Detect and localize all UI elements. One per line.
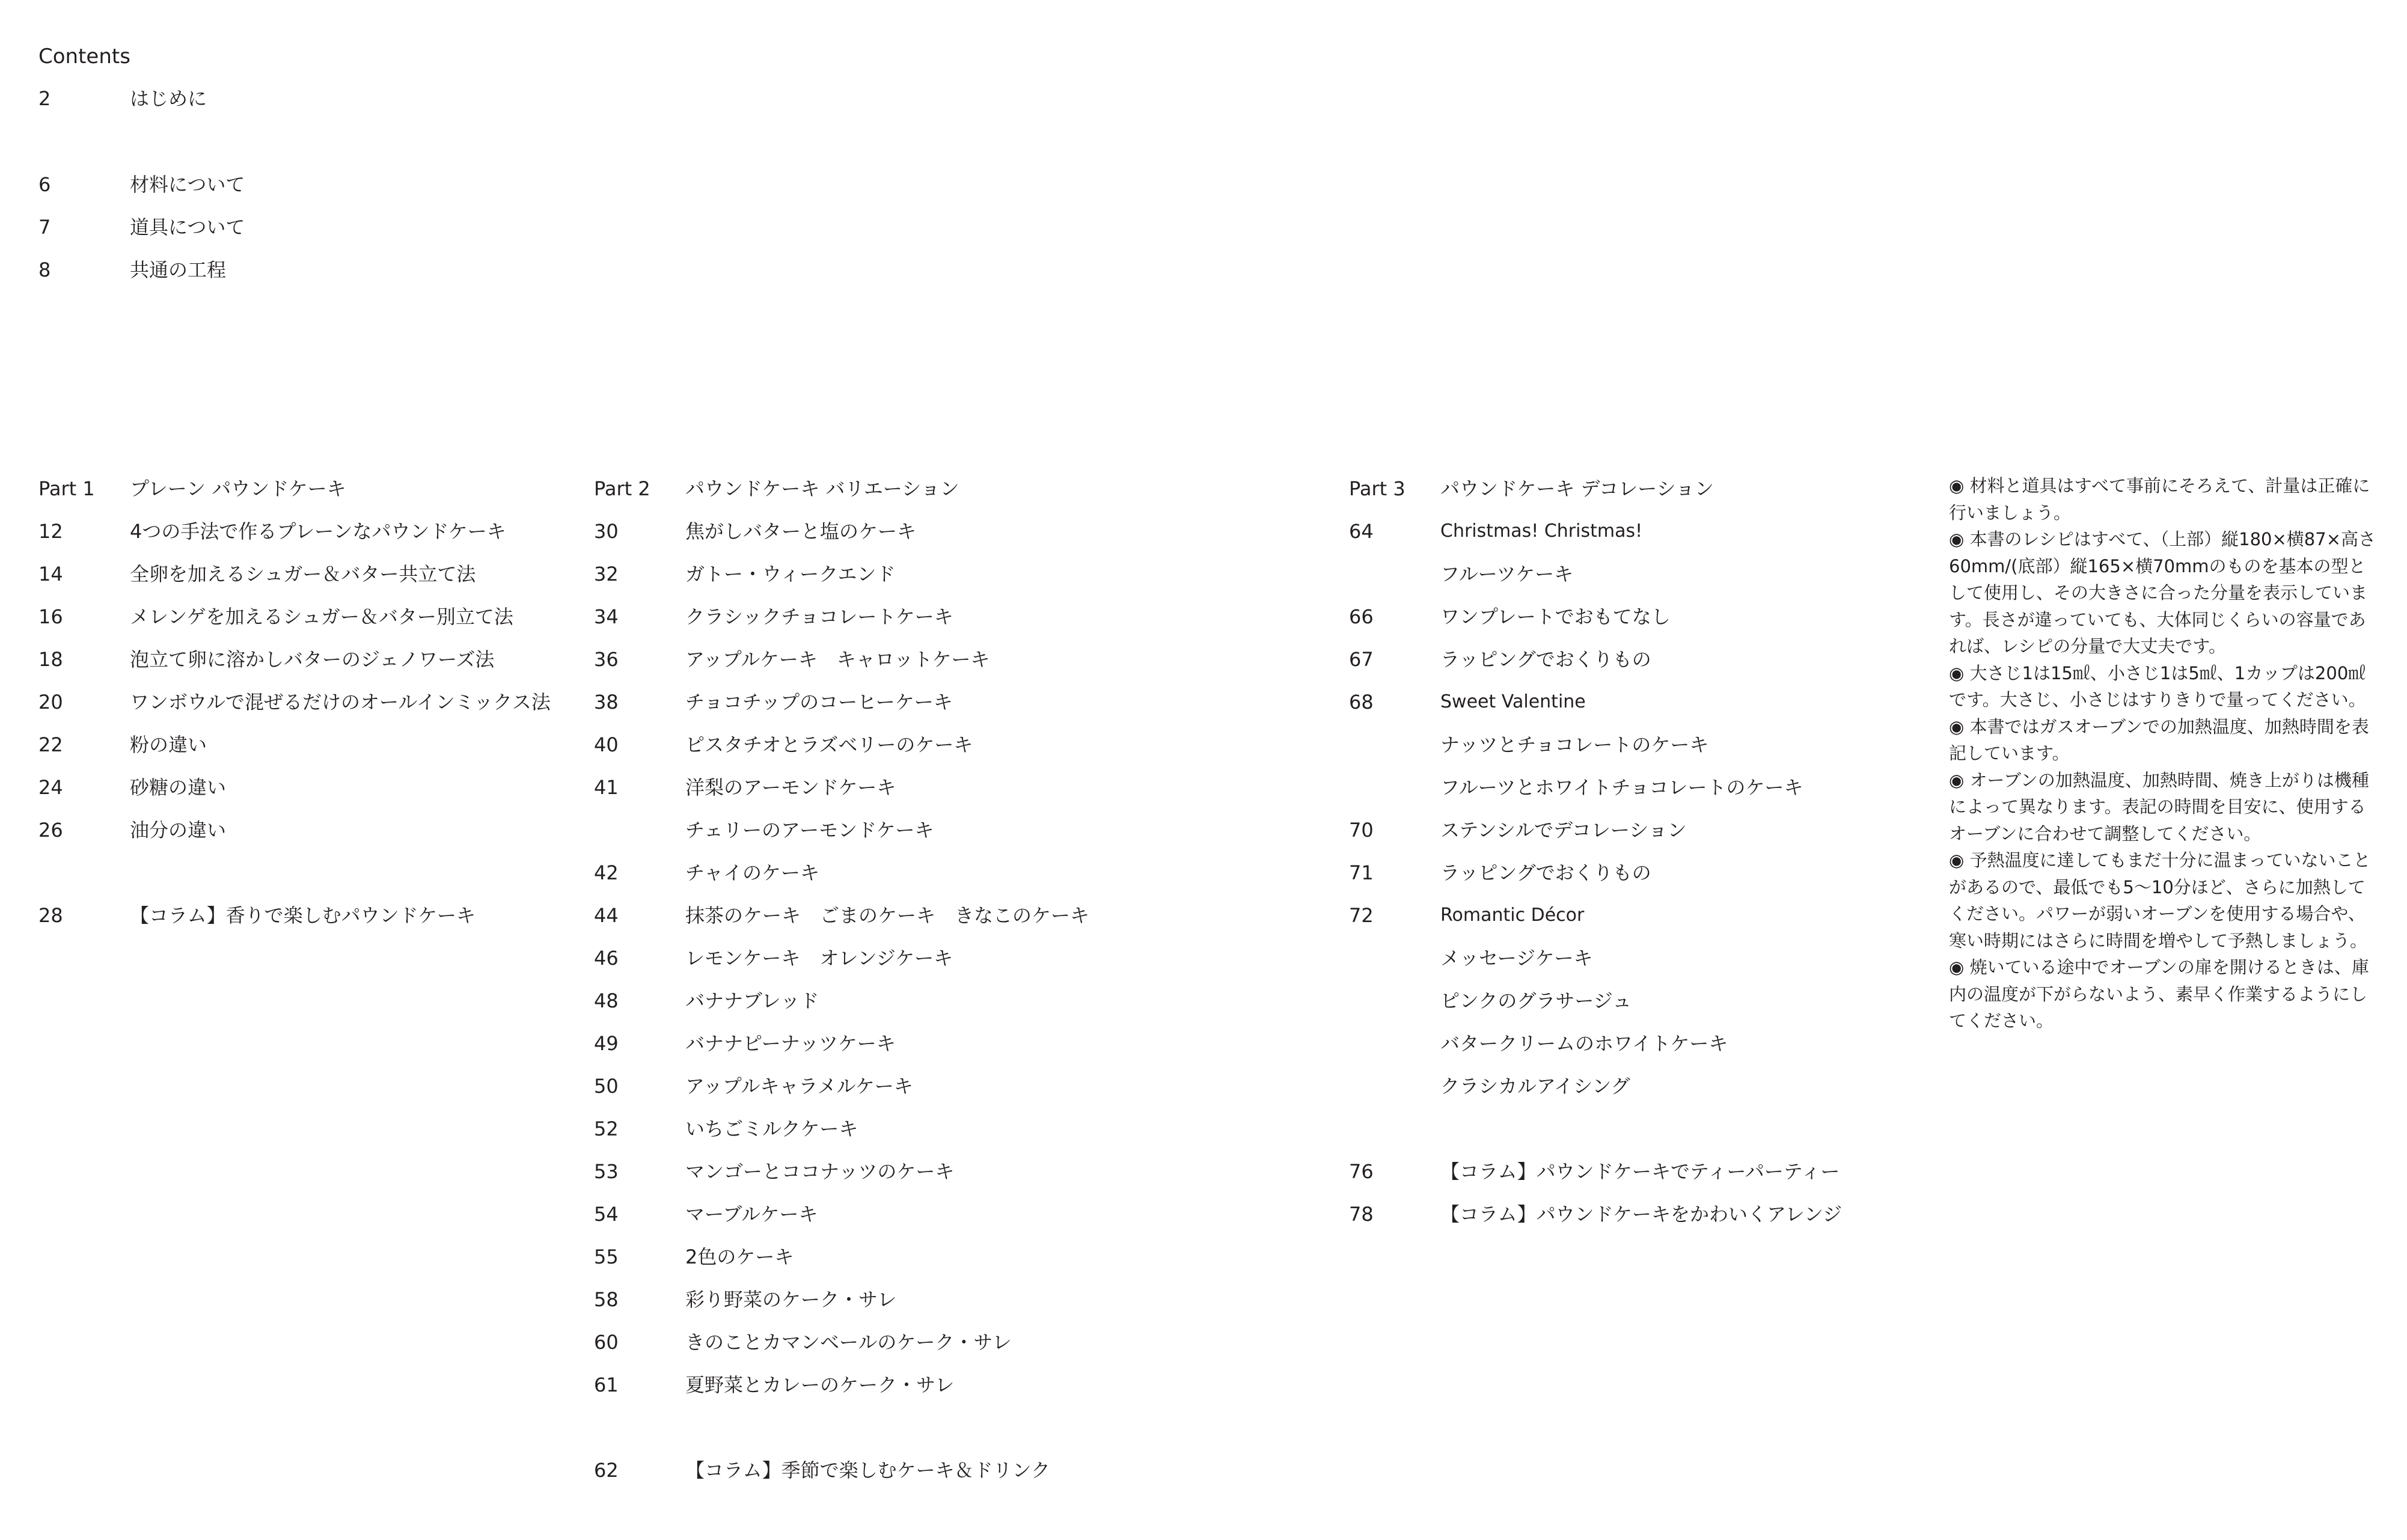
entry-title: 砂糖の違い: [130, 776, 227, 799]
page-number: 68: [1349, 691, 1374, 713]
entry-title: 4つの手法で作るプレーンなパウンドケーキ: [130, 520, 506, 543]
entry-title: ナッツとチョコレートのケーキ: [1440, 733, 1709, 756]
page-number: 6: [38, 173, 51, 196]
entry-title: バナナピーナッツケーキ: [685, 1032, 896, 1055]
entry-title: ラッピングでおくりもの: [1440, 648, 1651, 671]
page-number: 58: [594, 1288, 619, 1311]
entry-title: Christmas! Christmas!: [1440, 521, 1643, 542]
entry-title: 彩り野菜のケーク・サレ: [685, 1288, 897, 1311]
note-item: ◉ 予熱温度に達してもまだ十分に温まっていないことがあるので、最低でも5〜10分ほど、さらに加熱してください。パワーが弱いオーブンを使用する場合や、寒い時期にはさらに時間を増やして予熱しましょう。: [1949, 850, 2371, 951]
page-number: 2: [38, 87, 51, 110]
page-number: 64: [1349, 520, 1374, 543]
page-number: 53: [594, 1160, 619, 1183]
page-number: 16: [38, 605, 63, 628]
entry-title: 【コラム】香りで楽しむパウンドケーキ: [130, 904, 476, 927]
page-number: 54: [594, 1203, 619, 1226]
page-number: 14: [38, 563, 63, 585]
note-item: ◉ オーブンの加熱温度、加熱時間、焼き上がりは機種によって異なります。表記の時間を目安に、使用するオーブンに合わせて調整してください。: [1949, 769, 2369, 844]
entry-title: アップルキャラメルケーキ: [685, 1075, 913, 1098]
entry-title: 道具について: [130, 216, 245, 239]
entry-title: 洋梨のアーモンドケーキ: [685, 776, 896, 799]
page-number: 66: [1349, 605, 1374, 628]
page-number: 32: [594, 563, 619, 585]
entry-title: 【コラム】パウンドケーキでティーパーティー: [1440, 1160, 1840, 1183]
entry-title: 【コラム】季節で楽しむケーキ＆ドリンク: [685, 1459, 1051, 1482]
entry-title: アップルケーキ キャロットケーキ: [685, 648, 990, 671]
note-item: ◉ 本書ではガスオーブンでの加熱温度、加熱時間を表記しています。: [1949, 716, 2369, 763]
page-number: 78: [1349, 1203, 1374, 1226]
entry-title: ガトー・ウィークエンド: [685, 563, 896, 585]
page-number: 50: [594, 1075, 619, 1098]
entry-title: マンゴーとココナッツのケーキ: [685, 1160, 955, 1183]
page-number: 12: [38, 520, 63, 543]
page-number: 44: [594, 904, 619, 927]
part-title: パウンドケーキ デコレーション: [1440, 477, 1714, 500]
page-number: 62: [594, 1459, 619, 1482]
page-number: 72: [1349, 904, 1374, 927]
page-number: 34: [594, 605, 619, 628]
part-title: パウンドケーキ バリエーション: [685, 477, 959, 500]
page-number: 30: [594, 520, 619, 543]
page-number: 55: [594, 1245, 619, 1268]
entry-title: いちごミルクケーキ: [685, 1117, 858, 1140]
part-label: Part 3: [1349, 477, 1405, 500]
part-title: プレーン パウンドケーキ: [130, 477, 346, 500]
entry-title: はじめに: [130, 87, 207, 110]
entry-title: フルーツとホワイトチョコレートのケーキ: [1440, 776, 1803, 799]
entry-title: 夏野菜とカレーのケーク・サレ: [685, 1373, 955, 1396]
page-number: 67: [1349, 648, 1374, 671]
entry-title: メレンゲを加えるシュガー＆バター別立て法: [130, 605, 513, 628]
page-number: 52: [594, 1117, 619, 1140]
page-number: 28: [38, 904, 63, 927]
part-label: Part 1: [38, 477, 95, 500]
entry-title: きのことカマンベールのケーク・サレ: [685, 1331, 1012, 1354]
entry-title: Romantic Décor: [1440, 905, 1585, 926]
entry-title: Sweet Valentine: [1440, 691, 1586, 712]
page-number: 48: [594, 989, 619, 1012]
page-number: 18: [38, 648, 63, 671]
page-number: 7: [38, 216, 51, 239]
entry-title: バナナブレッド: [685, 989, 819, 1012]
entry-title: ピスタチオとラズベリーのケーキ: [685, 733, 973, 756]
page-number: 40: [594, 733, 619, 756]
page-number: 26: [38, 819, 63, 842]
entry-title: チョコチップのコーヒーケーキ: [685, 691, 953, 713]
page-number: 49: [594, 1032, 619, 1055]
page-number: 38: [594, 691, 619, 713]
entry-title: レモンケーキ オレンジケーキ: [685, 947, 953, 970]
page-number: 42: [594, 861, 619, 884]
page-number: 46: [594, 947, 619, 970]
note-item: ◉ 材料と道具はすべて事前にそろえて、計量は正確に行いましょう。: [1949, 475, 2370, 523]
part-label: Part 2: [594, 477, 650, 500]
note-item: ◉ 大さじ1は15㎖、小さじ1は5㎖、1カップは200㎖です。大さじ、小さじはすりきりで量ってください。: [1949, 662, 2366, 710]
entry-title: クラシックチョコレートケーキ: [685, 605, 953, 628]
entry-title: 全卵を加えるシュガー＆バター共立て法: [130, 563, 476, 585]
entry-title: マーブルケーキ: [685, 1203, 818, 1226]
page-number: 70: [1349, 819, 1374, 842]
entry-title: ラッピングでおくりもの: [1440, 861, 1651, 884]
page-number: 24: [38, 776, 63, 799]
entry-title: 2色のケーキ: [685, 1245, 794, 1268]
entry-title: 粉の違い: [130, 733, 207, 756]
entry-title: 油分の違い: [130, 819, 227, 842]
entry-title: ワンボウルで混ぜるだけのオールインミックス法: [130, 691, 551, 713]
entry-title: クラシカルアイシング: [1440, 1075, 1630, 1098]
entry-title: チェリーのアーモンドケーキ: [685, 819, 934, 842]
page-number: 20: [38, 691, 63, 713]
entry-title: 共通の工程: [130, 258, 227, 281]
contents-heading: Contents: [38, 44, 130, 69]
entry-title: メッセージケーキ: [1440, 947, 1593, 970]
page-number: 61: [594, 1373, 619, 1396]
page-number: 22: [38, 733, 63, 756]
entry-title: 泡立て卵に溶かしバターのジェノワーズ法: [130, 648, 495, 671]
entry-title: ステンシルでデコレーション: [1440, 819, 1687, 842]
page-number: 36: [594, 648, 619, 671]
page-number: 41: [594, 776, 619, 799]
page-number: 76: [1349, 1160, 1374, 1183]
notes-block: [1949, 472, 2382, 1034]
entry-title: ピンクのグラサージュ: [1440, 989, 1632, 1012]
entry-title: 焦がしバターと塩のケーキ: [685, 520, 917, 543]
entry-title: フルーツケーキ: [1440, 563, 1574, 585]
page-number: 60: [594, 1331, 619, 1354]
page-number: 8: [38, 258, 51, 281]
entry-title: バタークリームのホワイトケーキ: [1440, 1032, 1728, 1055]
entry-title: 材料について: [130, 173, 245, 196]
page-number: 71: [1349, 861, 1374, 884]
entry-title: ワンプレートでおもてなし: [1440, 605, 1671, 628]
entry-title: チャイのケーキ: [685, 861, 820, 884]
entry-title: 【コラム】パウンドケーキをかわいくアレンジ: [1440, 1203, 1843, 1226]
note-item: ◉ 本書のレシピはすべて、（上部）縦180×横87×高さ60mm/(底部）縦165×横70mmのものを基本の型として使用し、その大きさに合った分量を表示しています。長さが違っていても、大体同じくらいの容量であれば、レシピの分量で大丈夫です。: [1949, 529, 2376, 656]
note-item: ◉ 焼いている途中でオーブンの扉を開けるときは、庫内の温度が下がらないよう、素早く作業するようにしてください。: [1949, 957, 2369, 1031]
entry-title: 抹茶のケーキ ごまのケーキ きなこのケーキ: [685, 904, 1090, 927]
